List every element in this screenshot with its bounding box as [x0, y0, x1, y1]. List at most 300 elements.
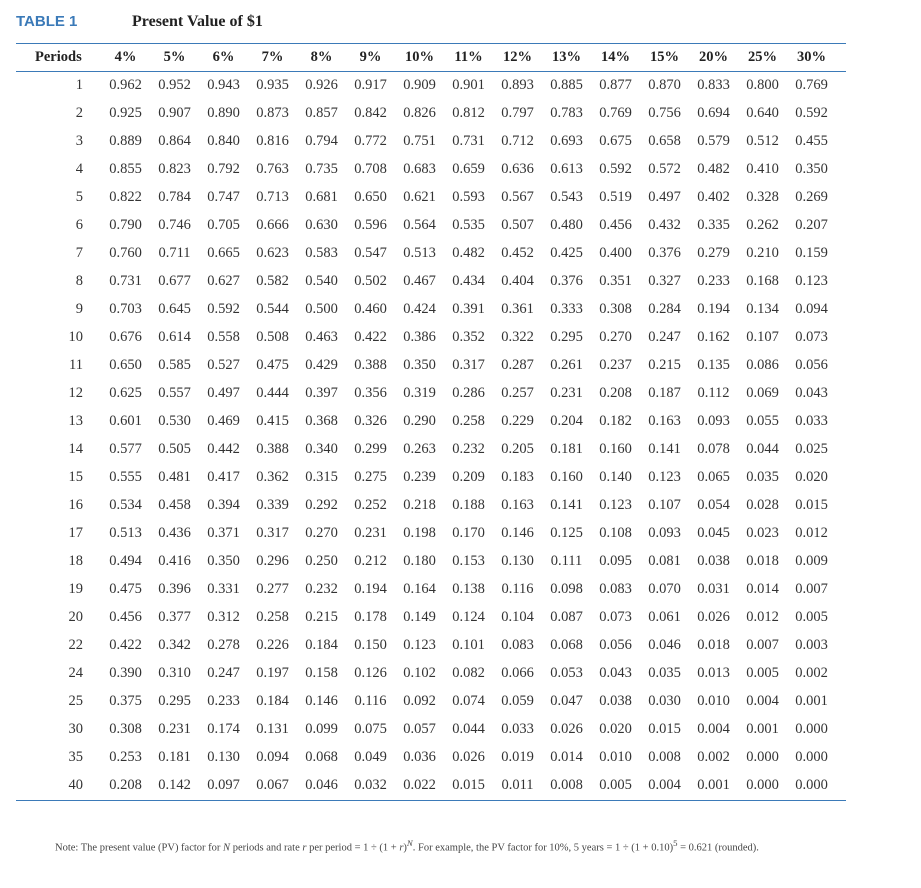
- pv-factor-cell: 0.295: [550, 328, 583, 345]
- column-header-rate: 30%: [797, 48, 826, 65]
- pv-factor-cell: 0.326: [354, 412, 387, 429]
- pv-factor-cell: 0.054: [697, 496, 730, 513]
- pv-factor-cell: 0.014: [550, 748, 583, 765]
- pv-factor-cell: 0.044: [452, 720, 485, 737]
- pv-factor-cell: 0.417: [207, 468, 240, 485]
- pv-factor-cell: 0.194: [354, 580, 387, 597]
- pv-factor-cell: 0.028: [746, 496, 779, 513]
- pv-factor-cell: 0.350: [795, 160, 828, 177]
- pv-factor-cell: 0.613: [550, 160, 583, 177]
- pv-factor-cell: 0.840: [207, 132, 240, 149]
- pv-factor-cell: 0.375: [109, 692, 142, 709]
- note-r-symbol: r: [302, 842, 307, 854]
- column-header-rate: 4%: [114, 48, 137, 65]
- pv-factor-cell: 0.425: [550, 244, 583, 261]
- pv-factor-cell: 0.226: [256, 636, 289, 653]
- pv-factor-cell: 0.747: [207, 188, 240, 205]
- table-label: TABLE 1: [16, 13, 78, 30]
- table-row: [16, 491, 836, 519]
- pv-factor-cell: 0.592: [207, 300, 240, 317]
- pv-factor-cell: 0.038: [697, 552, 730, 569]
- pv-factor-cell: 0.650: [354, 188, 387, 205]
- note-text: Note: The present value (PV) factor for: [55, 842, 224, 854]
- period-cell: 19: [68, 580, 83, 597]
- pv-factor-cell: 0.073: [795, 328, 828, 345]
- pv-factor-cell: 0.023: [746, 524, 779, 541]
- pv-factor-cell: 0.181: [550, 440, 583, 457]
- pv-factor-cell: 0.035: [648, 664, 681, 681]
- pv-factor-cell: 0.012: [746, 608, 779, 625]
- pv-factor-cell: 0.036: [403, 748, 436, 765]
- pv-factor-cell: 0.681: [305, 188, 338, 205]
- pv-factor-cell: 0.164: [403, 580, 436, 597]
- pv-factor-cell: 0.630: [305, 216, 338, 233]
- table-row: [16, 379, 836, 407]
- pv-factor-cell: 0.138: [452, 580, 485, 597]
- pv-factor-cell: 0.287: [501, 356, 534, 373]
- pv-factor-cell: 0.901: [452, 76, 485, 93]
- pv-factor-cell: 0.623: [256, 244, 289, 261]
- pv-factor-cell: 0.362: [256, 468, 289, 485]
- pv-factor-cell: 0.150: [354, 636, 387, 653]
- pv-factor-cell: 0.270: [599, 328, 632, 345]
- pv-factor-cell: 0.614: [158, 328, 191, 345]
- pv-factor-cell: 0.659: [452, 160, 485, 177]
- pv-factor-cell: 0.092: [403, 692, 436, 709]
- note-text: = 0.621 (rounded).: [677, 842, 759, 854]
- pv-factor-cell: 0.056: [599, 636, 632, 653]
- pv-factor-cell: 0.043: [795, 384, 828, 401]
- column-header-rate: 20%: [699, 48, 728, 65]
- pv-factor-cell: 0.126: [354, 664, 387, 681]
- pv-factor-cell: 0.011: [501, 776, 534, 793]
- pv-factor-cell: 0.422: [354, 328, 387, 345]
- pv-factor-cell: 0.086: [746, 356, 779, 373]
- period-cell: 15: [68, 468, 83, 485]
- note-text: . For example, the PV factor for 10%, 5 years = 1 ÷ (1 + 0.10): [412, 842, 674, 854]
- pv-factor-cell: 0.794: [305, 132, 338, 149]
- pv-factor-cell: 0.797: [501, 104, 534, 121]
- pv-factor-cell: 0.592: [795, 104, 828, 121]
- note-text: ): [403, 842, 407, 854]
- period-cell: 9: [75, 300, 83, 317]
- pv-factor-cell: 0.328: [746, 188, 779, 205]
- pv-factor-cell: 0.410: [746, 160, 779, 177]
- pv-factor-cell: 0.873: [256, 104, 289, 121]
- pv-factor-cell: 0.751: [403, 132, 436, 149]
- pv-factor-cell: 0.081: [648, 552, 681, 569]
- pv-factor-cell: 0.713: [256, 188, 289, 205]
- pv-factor-cell: 0.275: [354, 468, 387, 485]
- pv-factor-cell: 0.010: [599, 748, 632, 765]
- pv-factor-cell: 0.194: [697, 300, 730, 317]
- pv-factor-cell: 0.636: [501, 160, 534, 177]
- table-row: [16, 631, 836, 659]
- pv-factor-cell: 0.004: [648, 776, 681, 793]
- column-header-rate: 7%: [261, 48, 284, 65]
- period-cell: 24: [68, 664, 83, 681]
- pv-factor-cell: 0.005: [795, 608, 828, 625]
- pv-factor-cell: 0.763: [256, 160, 289, 177]
- pv-factor-cell: 0.237: [599, 356, 632, 373]
- pv-factor-cell: 0.625: [109, 384, 142, 401]
- pv-factor-cell: 0.026: [550, 720, 583, 737]
- pv-factor-cell: 0.130: [207, 748, 240, 765]
- pv-factor-cell: 0.270: [305, 524, 338, 541]
- pv-factor-cell: 0.640: [746, 104, 779, 121]
- pv-factor-cell: 0.391: [452, 300, 485, 317]
- pv-factor-cell: 0.218: [403, 496, 436, 513]
- pv-factor-cell: 0.705: [207, 216, 240, 233]
- table-row: [16, 715, 836, 743]
- pv-factor-cell: 0.790: [109, 216, 142, 233]
- note-r-symbol: r: [399, 842, 404, 854]
- pv-factor-cell: 0.621: [403, 188, 436, 205]
- pv-factor-cell: 0.007: [746, 636, 779, 653]
- pv-factor-cell: 0.210: [746, 244, 779, 261]
- pv-factor-cell: 0.108: [599, 524, 632, 541]
- pv-factor-cell: 0.331: [207, 580, 240, 597]
- pv-factor-cell: 0.269: [795, 188, 828, 205]
- pv-factor-cell: 0.712: [501, 132, 534, 149]
- pv-factor-cell: 0.475: [109, 580, 142, 597]
- pv-factor-cell: 0.475: [256, 356, 289, 373]
- pv-factor-cell: 0.572: [648, 160, 681, 177]
- pv-factor-cell: 0.530: [158, 412, 191, 429]
- present-value-table: [16, 43, 836, 799]
- pv-factor-cell: 0.676: [109, 328, 142, 345]
- note-exponent-5: 5: [673, 838, 678, 848]
- pv-factor-cell: 0.253: [109, 748, 142, 765]
- pv-factor-cell: 0.429: [305, 356, 338, 373]
- pv-factor-cell: 0.123: [795, 272, 828, 289]
- pv-factor-cell: 0.436: [158, 524, 191, 541]
- pv-factor-cell: 0.001: [697, 776, 730, 793]
- pv-factor-cell: 0.250: [305, 552, 338, 569]
- pv-factor-cell: 0.333: [550, 300, 583, 317]
- pv-factor-cell: 0.007: [795, 580, 828, 597]
- pv-factor-cell: 0.432: [648, 216, 681, 233]
- table-row: [16, 183, 836, 211]
- pv-factor-cell: 0.215: [648, 356, 681, 373]
- pv-factor-cell: 0.000: [795, 720, 828, 737]
- table-row: [16, 687, 836, 715]
- pv-factor-cell: 0.579: [697, 132, 730, 149]
- pv-factor-cell: 0.508: [256, 328, 289, 345]
- pv-factor-cell: 0.033: [501, 720, 534, 737]
- pv-factor-cell: 0.059: [501, 692, 534, 709]
- pv-factor-cell: 0.558: [207, 328, 240, 345]
- pv-factor-cell: 0.015: [795, 496, 828, 513]
- table-row: [16, 127, 836, 155]
- pv-factor-cell: 0.505: [158, 440, 191, 457]
- pv-factor-cell: 0.153: [452, 552, 485, 569]
- pv-factor-cell: 0.746: [158, 216, 191, 233]
- table-row: [16, 659, 836, 687]
- pv-factor-cell: 0.917: [354, 76, 387, 93]
- pv-factor-cell: 0.074: [452, 692, 485, 709]
- pv-factor-cell: 0.460: [354, 300, 387, 317]
- pv-factor-cell: 0.047: [550, 692, 583, 709]
- pv-factor-cell: 0.593: [452, 188, 485, 205]
- table-row: [16, 575, 836, 603]
- pv-factor-cell: 0.434: [452, 272, 485, 289]
- pv-factor-cell: 0.099: [305, 720, 338, 737]
- pv-factor-cell: 0.842: [354, 104, 387, 121]
- pv-factor-cell: 0.422: [109, 636, 142, 653]
- pv-factor-cell: 0.107: [746, 328, 779, 345]
- pv-factor-cell: 0.212: [354, 552, 387, 569]
- pv-factor-cell: 0.239: [403, 468, 436, 485]
- pv-factor-cell: 0.019: [501, 748, 534, 765]
- pv-factor-cell: 0.045: [697, 524, 730, 541]
- pv-factor-cell: 0.376: [550, 272, 583, 289]
- pv-factor-cell: 0.198: [403, 524, 436, 541]
- pv-factor-cell: 0.456: [599, 216, 632, 233]
- pv-factor-cell: 0.677: [158, 272, 191, 289]
- pv-factor-cell: 0.335: [697, 216, 730, 233]
- pv-factor-cell: 0.783: [550, 104, 583, 121]
- pv-factor-cell: 0.350: [403, 356, 436, 373]
- pv-factor-cell: 0.055: [746, 412, 779, 429]
- period-cell: 14: [68, 440, 83, 457]
- pv-factor-cell: 0.247: [207, 664, 240, 681]
- note-text: periods and rate: [230, 842, 303, 854]
- pv-factor-cell: 0.711: [158, 244, 191, 261]
- pv-factor-cell: 0.174: [207, 720, 240, 737]
- pv-factor-cell: 0.025: [795, 440, 828, 457]
- pv-factor-cell: 0.012: [795, 524, 828, 541]
- pv-factor-cell: 0.184: [256, 692, 289, 709]
- pv-factor-cell: 0.463: [305, 328, 338, 345]
- pv-factor-cell: 0.482: [452, 244, 485, 261]
- pv-factor-cell: 0.170: [452, 524, 485, 541]
- pv-factor-cell: 0.583: [305, 244, 338, 261]
- pv-factor-cell: 0.277: [256, 580, 289, 597]
- pv-factor-cell: 0.310: [158, 664, 191, 681]
- column-header-rate: 8%: [310, 48, 333, 65]
- pv-factor-cell: 0.116: [501, 580, 534, 597]
- table-row: [16, 519, 836, 547]
- pv-factor-cell: 0.087: [550, 608, 583, 625]
- table-row: [16, 771, 836, 799]
- column-header-rate: 9%: [359, 48, 382, 65]
- pv-factor-cell: 0.046: [305, 776, 338, 793]
- pv-factor-cell: 0.772: [354, 132, 387, 149]
- pv-factor-cell: 0.004: [697, 720, 730, 737]
- pv-factor-cell: 0.168: [746, 272, 779, 289]
- pv-factor-cell: 0.278: [207, 636, 240, 653]
- table-note: [55, 836, 825, 856]
- pv-factor-cell: 0.467: [403, 272, 436, 289]
- pv-factor-cell: 0.142: [158, 776, 191, 793]
- pv-factor-cell: 0.258: [256, 608, 289, 625]
- table-row: [16, 435, 836, 463]
- pv-factor-cell: 0.442: [207, 440, 240, 457]
- pv-factor-cell: 0.208: [599, 384, 632, 401]
- pv-factor-cell: 0.160: [599, 440, 632, 457]
- period-cell: 35: [68, 748, 83, 765]
- pv-factor-cell: 0.368: [305, 412, 338, 429]
- table-row: [16, 743, 836, 771]
- pv-factor-cell: 0.290: [403, 412, 436, 429]
- pv-factor-cell: 0.547: [354, 244, 387, 261]
- pv-factor-cell: 0.513: [109, 524, 142, 541]
- bottom-rule: [16, 800, 846, 801]
- pv-factor-cell: 0.292: [305, 496, 338, 513]
- pv-factor-cell: 0.500: [305, 300, 338, 317]
- pv-factor-cell: 0.101: [452, 636, 485, 653]
- period-cell: 8: [75, 272, 83, 289]
- pv-factor-cell: 0.002: [697, 748, 730, 765]
- pv-factor-cell: 0.907: [158, 104, 191, 121]
- pv-factor-cell: 0.026: [697, 608, 730, 625]
- pv-factor-cell: 0.231: [550, 384, 583, 401]
- period-cell: 7: [75, 244, 83, 261]
- pv-factor-cell: 0.015: [452, 776, 485, 793]
- pv-factor-cell: 0.010: [697, 692, 730, 709]
- column-header-rate: 25%: [748, 48, 777, 65]
- pv-factor-cell: 0.452: [501, 244, 534, 261]
- table-row: [16, 155, 836, 183]
- pv-factor-cell: 0.833: [697, 76, 730, 93]
- pv-factor-cell: 0.053: [550, 664, 583, 681]
- pv-factor-cell: 0.534: [109, 496, 142, 513]
- pv-factor-cell: 0.482: [697, 160, 730, 177]
- pv-factor-cell: 0.015: [648, 720, 681, 737]
- column-header-rate: 14%: [601, 48, 630, 65]
- pv-factor-cell: 0.342: [158, 636, 191, 653]
- pv-factor-cell: 0.102: [403, 664, 436, 681]
- pv-factor-cell: 0.078: [697, 440, 730, 457]
- column-header-row: [16, 43, 836, 71]
- pv-factor-cell: 0.130: [501, 552, 534, 569]
- column-header-rate: 11%: [454, 48, 483, 65]
- pv-factor-cell: 0.068: [550, 636, 583, 653]
- column-header-rate: 5%: [163, 48, 186, 65]
- pv-factor-cell: 0.396: [158, 580, 191, 597]
- pv-factor-cell: 0.093: [648, 524, 681, 541]
- pv-factor-cell: 0.388: [354, 356, 387, 373]
- pv-factor-cell: 0.135: [697, 356, 730, 373]
- pv-factor-cell: 0.232: [305, 580, 338, 597]
- pv-factor-cell: 0.295: [158, 692, 191, 709]
- pv-factor-cell: 0.073: [599, 608, 632, 625]
- pv-factor-cell: 0.577: [109, 440, 142, 457]
- pv-factor-cell: 0.557: [158, 384, 191, 401]
- pv-factor-cell: 0.731: [452, 132, 485, 149]
- pv-factor-cell: 0.458: [158, 496, 191, 513]
- pv-factor-cell: 0.104: [501, 608, 534, 625]
- period-cell: 40: [68, 776, 83, 793]
- pv-factor-cell: 0.158: [305, 664, 338, 681]
- pv-factor-cell: 0.567: [501, 188, 534, 205]
- pv-factor-cell: 0.456: [109, 608, 142, 625]
- pv-factor-cell: 0.376: [648, 244, 681, 261]
- period-cell: 6: [75, 216, 83, 233]
- pv-factor-cell: 0.513: [403, 244, 436, 261]
- pv-factor-cell: 0.184: [305, 636, 338, 653]
- pv-factor-cell: 0.317: [256, 524, 289, 541]
- column-header-rate: 6%: [212, 48, 235, 65]
- note-text: per period = 1 ÷ (1 +: [306, 842, 400, 854]
- table-row: [16, 267, 836, 295]
- period-cell: 20: [68, 608, 83, 625]
- pv-factor-cell: 0.159: [795, 244, 828, 261]
- pv-factor-cell: 0.008: [550, 776, 583, 793]
- pv-factor-cell: 0.207: [795, 216, 828, 233]
- pv-factor-cell: 0.000: [795, 748, 828, 765]
- pv-factor-cell: 0.116: [354, 692, 387, 709]
- pv-factor-cell: 0.209: [452, 468, 485, 485]
- pv-factor-cell: 0.131: [256, 720, 289, 737]
- pv-factor-cell: 0.026: [452, 748, 485, 765]
- pv-factor-cell: 0.327: [648, 272, 681, 289]
- pv-factor-cell: 0.082: [452, 664, 485, 681]
- pv-factor-cell: 0.340: [305, 440, 338, 457]
- pv-factor-cell: 0.812: [452, 104, 485, 121]
- pv-factor-cell: 0.279: [697, 244, 730, 261]
- pv-factor-cell: 0.061: [648, 608, 681, 625]
- pv-factor-cell: 0.066: [501, 664, 534, 681]
- pv-factor-cell: 0.000: [795, 776, 828, 793]
- pv-factor-cell: 0.544: [256, 300, 289, 317]
- pv-factor-cell: 0.424: [403, 300, 436, 317]
- pv-factor-cell: 0.497: [207, 384, 240, 401]
- pv-factor-cell: 0.001: [795, 692, 828, 709]
- pv-factor-cell: 0.582: [256, 272, 289, 289]
- pv-factor-cell: 0.044: [746, 440, 779, 457]
- pv-factor-cell: 0.645: [158, 300, 191, 317]
- pv-factor-cell: 0.564: [403, 216, 436, 233]
- pv-factor-cell: 0.112: [697, 384, 730, 401]
- period-cell: 30: [68, 720, 83, 737]
- period-cell: 3: [75, 132, 83, 149]
- pv-factor-cell: 0.658: [648, 132, 681, 149]
- period-cell: 5: [75, 188, 83, 205]
- pv-factor-cell: 0.481: [158, 468, 191, 485]
- pv-factor-cell: 0.008: [648, 748, 681, 765]
- pv-factor-cell: 0.123: [403, 636, 436, 653]
- pv-factor-cell: 0.909: [403, 76, 436, 93]
- pv-factor-cell: 0.308: [599, 300, 632, 317]
- pv-factor-cell: 0.083: [599, 580, 632, 597]
- pv-factor-cell: 0.162: [697, 328, 730, 345]
- pv-factor-cell: 0.756: [648, 104, 681, 121]
- pv-factor-cell: 0.826: [403, 104, 436, 121]
- pv-factor-cell: 0.400: [599, 244, 632, 261]
- period-cell: 17: [68, 524, 83, 541]
- pv-factor-cell: 0.675: [599, 132, 632, 149]
- pv-factor-cell: 0.035: [746, 468, 779, 485]
- pv-factor-cell: 0.181: [158, 748, 191, 765]
- pv-factor-cell: 0.404: [501, 272, 534, 289]
- period-cell: 16: [68, 496, 83, 513]
- pv-factor-cell: 0.703: [109, 300, 142, 317]
- pv-factor-cell: 0.163: [501, 496, 534, 513]
- table-row: [16, 603, 836, 631]
- table-row: [16, 463, 836, 491]
- column-header-periods: Periods: [35, 48, 82, 65]
- pv-factor-cell: 0.022: [403, 776, 436, 793]
- pv-factor-cell: 0.070: [648, 580, 681, 597]
- pv-factor-cell: 0.371: [207, 524, 240, 541]
- pv-factor-cell: 0.033: [795, 412, 828, 429]
- note-exponent-n: N: [406, 838, 413, 848]
- pv-factor-cell: 0.555: [109, 468, 142, 485]
- pv-factor-cell: 0.800: [746, 76, 779, 93]
- pv-factor-cell: 0.596: [354, 216, 387, 233]
